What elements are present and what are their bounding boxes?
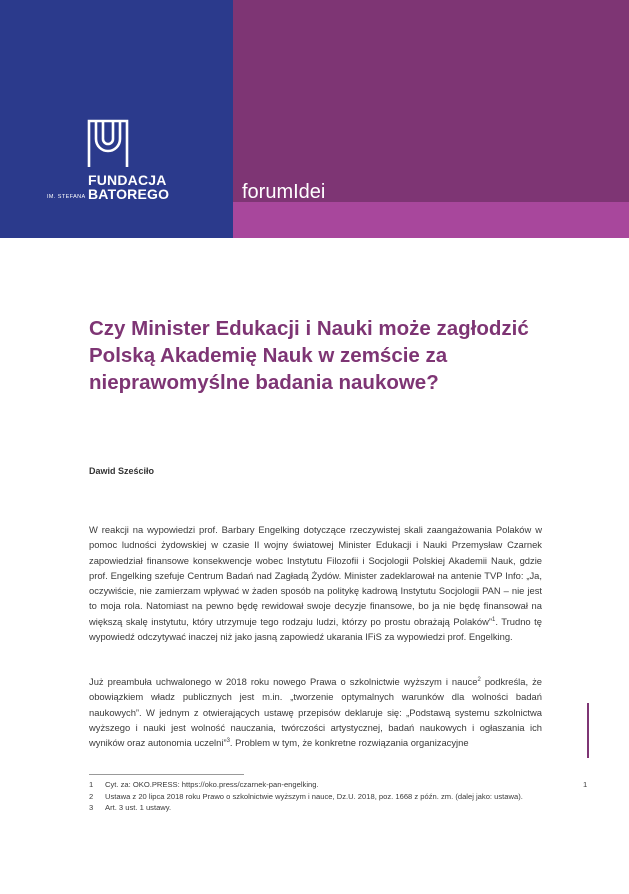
paragraph-1: W reakcji na wypowiedzi prof. Barbary Engelking dotyczące rzeczywistej skali zaangażowania Polaków w pomoc ludności żydowskiej w czasie II wojny światowej Minister Edukacji i Nauki Przemysław Czarnek zapowiedział finansowe konsekwencje wobec Instytutu Filozofii i Socjologii Polskiej Akademii Nauk, gdzie prof. Engelking szefuje Centrum Badań nad Zagładą Żydów. Minister zadeklarował na antenie TVP Info: „Ja, oczywiście, nie zamierzam wpływać w żaden sposób na politykę kadrową Instytutu Socjologii PAN – nie jest to moja rola. Natomiast na pewno będę rewidował swoje decyzje finansowe, bo ja nie będę finansował na większą skalę instytutu, który utrzymuje tego rodzaju ludzi, którzy po prostu obrażają Polaków”$^1$. Trudno tę wypowiedź odczytywać inaczej niż jako jasną zapowiedź ukarania IFiS za wypowiedzi prof. Engelking. xyxy=(89,524,543,643)
footnote-divider xyxy=(89,774,244,775)
header-purple-panel xyxy=(233,0,629,202)
header-purple-strip xyxy=(233,202,629,238)
footnotes xyxy=(89,779,549,814)
logo-text-fundacja: FUNDACJA xyxy=(88,172,167,188)
footnote xyxy=(89,791,549,803)
foundation-logo-icon xyxy=(87,119,129,169)
footnote-ref-2[interactable]: 2 xyxy=(477,676,481,683)
logo-text-batorego: BATOREGO xyxy=(88,186,170,202)
footnote-number: 2 xyxy=(89,791,94,801)
footnote-number: 3 xyxy=(89,803,94,812)
paragraph-2: Już preambuła uchwalonego w 2018 roku nowego Prawa o szkolnictwie wyższym i nauce$^2$ podkreśla, że obowiązkiem władz publicznych jest m.in. „tworzenie optymalnych warunków dla wolności badań naukowych”. W jednym z otwierających ustawę przepisów deklaruje się: „Podstawą systemu szkolnictwa wyższego i nauki jest wolność nauczania, twórczości artystycznej, badań naukowych i ogłaszania ich wyników oraz autonomia uczelni”$^3$. Problem w tym, że konkretne rozwiązania organizacyjne xyxy=(89,676,542,749)
footnote xyxy=(89,802,549,814)
logo-text-im-stefana: IM. STEFANA xyxy=(47,194,86,200)
footnote-ref-3[interactable]: 3 xyxy=(226,738,230,745)
footnote-number: 1 xyxy=(89,780,94,789)
footnote xyxy=(89,779,549,791)
article-author: Dawid Sześciło xyxy=(89,466,155,476)
footnote-text: Art. 3 ust. 1 ustawy. xyxy=(105,803,172,812)
page-number: 1 xyxy=(583,780,588,789)
footnote-ref-1[interactable]: 1 xyxy=(491,616,496,623)
series-name: forumIdei xyxy=(242,181,326,203)
footnote-text: Ustawa z 20 lipca 2018 roku Prawo o szkolnictwie wyższym i nauce, Dz.U. 2018, poz. 1668 z późn. zm. (dalej jako: ustawa). xyxy=(105,791,523,801)
footnote-text: Cyt. za: OKO.PRESS: https://oko.press/czarnek-pan-engelking. xyxy=(105,780,319,789)
margin-marker xyxy=(587,703,589,758)
article-title: Czy Minister Edukacji i Nauki może zagłodzić Polską Akademię Nauk w zemście za nieprawomyślne badania naukowe? xyxy=(89,317,529,394)
